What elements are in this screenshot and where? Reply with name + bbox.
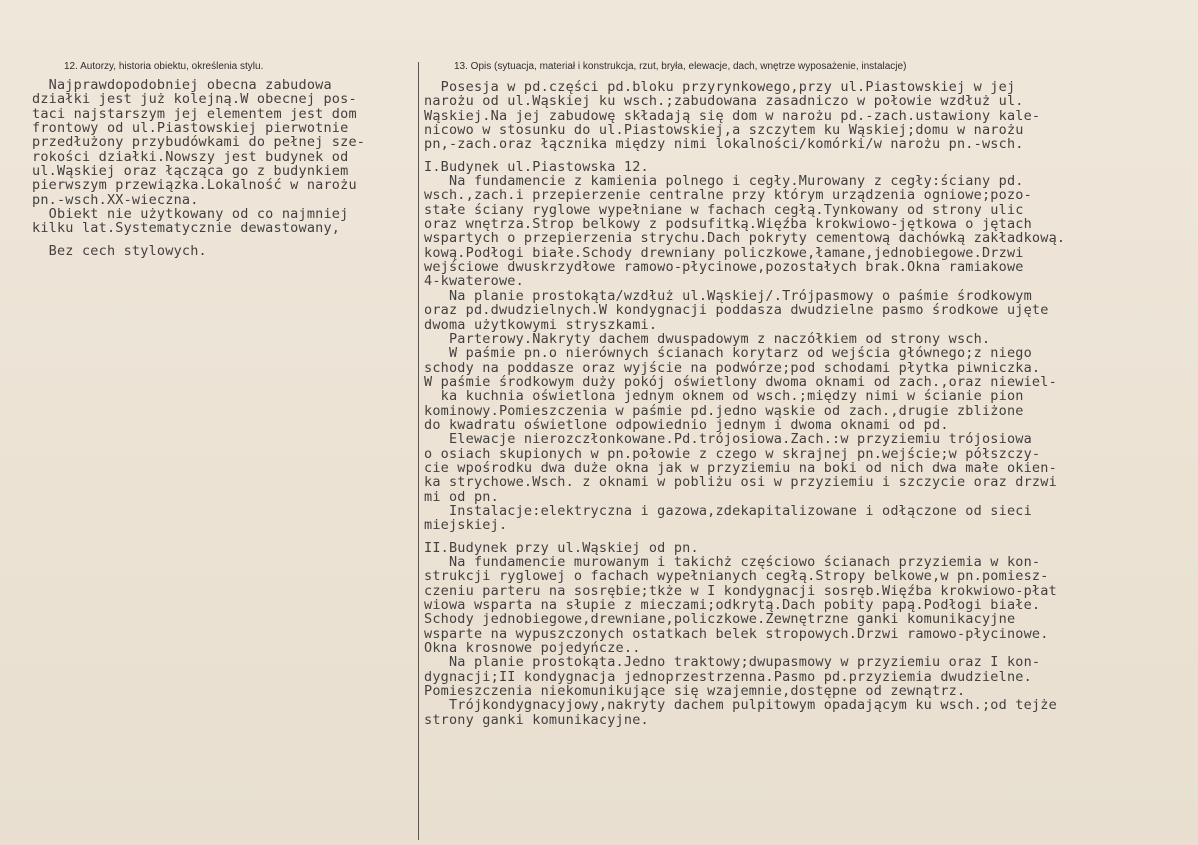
text-line: przedłużony przybudówkami do pełnej sze- bbox=[32, 134, 366, 151]
text-line: Schody jednobiegowe,drewniane,policzkowe.Zewnętrzne ganki komunikacyjne bbox=[424, 611, 1016, 628]
text-line: strukcji ryglowej o fachach wypełnianych cegłą.Stropy belkowe,w pn.pomiesz- bbox=[424, 568, 1049, 585]
text-line: schody na poddasze oraz wyjście na podwórze;pod schodami płytka piwniczka. bbox=[424, 359, 1041, 376]
text-line: o osiach skupionych w pn.połowie z czego w skrajnej pn.wejście;w półszczy- bbox=[424, 445, 1041, 462]
text-line: Bez cech stylowych. bbox=[32, 242, 207, 259]
history-text bbox=[32, 78, 412, 258]
text-line: kową.Podłogi białe.Schody drewniany policzkowe,łamane,jednobiegowe.Drzwi bbox=[424, 244, 1024, 261]
text-line: Na fundamencie murowanym i takichż częściowo ścianach przyziemia w kon- bbox=[424, 554, 1041, 570]
text-line: Najprawdopodobniej obecna zabudowa bbox=[32, 77, 332, 93]
text-line: do kwadratu oświetlone odpowiednio jednym i dwoma oknami od pd. bbox=[424, 416, 949, 433]
text-line: ul.Wąskiej oraz łącząca go z budynkiem bbox=[32, 163, 349, 180]
text-line: dygnacji;II kondygnacja jednoprzestrzenna.Pasmo pd.przyziemia dwudzielne. bbox=[424, 668, 1032, 685]
text-line: oraz wnętrza.Strop belkowy z podsufitką.Więźba krokwiowo-jętkowa o jętach bbox=[424, 216, 1032, 233]
text-line: Posesja w pd.części pd.bloku przyrynkowego,przy ul.Piastowskiej w jej bbox=[424, 79, 1016, 95]
text-line: ka kuchnia oświetlona jednym oknem od wsch.;między nimi w ścianie pion bbox=[424, 388, 1024, 405]
text-line: rokości działki.Nowszy jest budynek od bbox=[32, 148, 349, 165]
text-line: pn,-zach.oraz łącznika między nimi lokalności/komórki/w narożu pn.-wsch. bbox=[424, 136, 1024, 153]
text-line: Na planie prostokąta.Jedno traktowy;dwupasmowy w przyziemiu oraz I kon- bbox=[424, 654, 1041, 671]
text-line: kominowy.Pomieszczenia w paśmie pd.jedno wąskie od zach.,drugie zbliżone bbox=[424, 402, 1024, 419]
text-line: wiowa wsparta na słupie z mieczami;odkrytą.Dach pobity papą.Podłogi białe. bbox=[424, 597, 1041, 614]
text-line: oraz pd.dwudzielnych.W kondygnacji poddasza dwudzielne pasmo środkowe ujęte bbox=[424, 302, 1049, 319]
section-13-heading: 13. Opis (sytuacja, materiał i konstrukcja, rzut, bryła, elewacje, dach, wnętrze wyposażenie, instalacje) bbox=[454, 61, 907, 72]
text-line: nicowo w stosunku do ul.Piastowskiej,a szczytem ku Wąskiej;domu w narożu bbox=[424, 122, 1024, 139]
text-line: 4-kwaterowe. bbox=[424, 273, 524, 290]
text-line: kilku lat.Systematycznie dewastowany, bbox=[32, 220, 341, 237]
text-line: strony ganki komunikacyjne. bbox=[424, 711, 649, 728]
text-line: wspartych o przepierzenia strychu.Dach pokryty cementową dachówką zakładkową. bbox=[424, 230, 1066, 247]
text-line: Obiekt nie użytkowany od co najmniej bbox=[32, 206, 349, 223]
text-line: cie wpośrodku dwa duże okna jak w przyziemiu na boki od nich dwa małe okien- bbox=[424, 459, 1057, 476]
text-line: W paśmie pn.o nierównych ścianach korytarz od wejścia głównego;z niego bbox=[424, 345, 1032, 362]
text-line: Instalacje:elektryczna i gazowa,zdekapitalizowane i odłączone od sieci bbox=[424, 502, 1032, 519]
text-line: Wąskiej.Na jej zabudowę składają się dom w narożu pd.-zach.ustawiony kale- bbox=[424, 107, 1041, 124]
section-12-heading: 12. Autorzy, historia obiektu, określenia stylu. bbox=[64, 61, 264, 72]
text-line: II.Budynek przy ul.Wąskiej od pn. bbox=[424, 539, 699, 556]
text-line: miejskiej. bbox=[424, 517, 508, 534]
text-line: mi od pn. bbox=[424, 488, 499, 505]
text-line: narożu od ul.Wąskiej ku wsch.;zabudowana zasadniczo w połowie wzdłuż ul. bbox=[424, 93, 1024, 110]
text-line: dwoma użytkowymi stryszkami. bbox=[424, 316, 658, 333]
text-line: Okna krosnowe pojedyńcze.. bbox=[424, 640, 641, 657]
text-line: W paśmie środkowym duży pokój oświetlony dwoma oknami od zach.,oraz niewiel- bbox=[424, 373, 1057, 390]
text-line: wejściowe dwuskrzydłowe ramowo-płycinowe,pozostałych brak.Okna ramiakowe bbox=[424, 259, 1024, 276]
text-line: pierwszym przewiązka.Lokalność w narożu bbox=[32, 177, 357, 194]
column-divider bbox=[418, 62, 419, 840]
text-line: wsch.,zach.i przepierzenie centralne przy którym urządzenia ogniowe;pozo- bbox=[424, 187, 1032, 204]
text-line: Parterowy.Nakryty dachem dwuspadowym z naczółkiem od strony wsch. bbox=[424, 330, 991, 347]
text-line: pn.-wsch.XX-wieczna. bbox=[32, 191, 199, 208]
description-text bbox=[424, 80, 1194, 727]
text-line: stałe ściany ryglowe wypełniane w fachach cegłą.Tynkowany od strony ulic bbox=[424, 201, 1024, 218]
text-line: taci najstarszym jej elementem jest dom bbox=[32, 105, 357, 122]
text-line: Trójkondygnacyjowy,nakryty dachem pulpitowym opadającym ku wsch.;od tejże bbox=[424, 697, 1057, 714]
text-line: czeniu parteru na sosrębie;tkże w I kondygnacji sosręb.Więźba krokwiowo-płat bbox=[424, 582, 1057, 599]
text-line: Na planie prostokąta/wzdłuż ul.Wąskiej/.Trójpasmowy o paśmie środkowym bbox=[424, 287, 1032, 304]
text-line: ka strychowe.Wsch. z oknami w pobliżu osi w przyziemiu i szczycie oraz drzwi bbox=[424, 474, 1057, 491]
text-line: frontowy od ul.Piastowskiej pierwotnie bbox=[32, 120, 349, 137]
text-line: działki jest już kolejną.W obecnej pos- bbox=[32, 91, 357, 108]
text-line: I.Budynek ul.Piastowska 12. bbox=[424, 158, 649, 175]
text-line: wsparte na wypuszczonych ostatkach belek stropowych.Drzwi ramowo-płycinowe. bbox=[424, 625, 1049, 642]
text-line: Elewacje nierozczłonkowane.Pd.trójosiowa.Zach.:w przyziemiu trójosiowa bbox=[424, 431, 1032, 448]
text-line: Na fundamencie z kamienia polnego i cegły.Murowany z cegły:ściany pd. bbox=[424, 173, 1024, 190]
text-line: Pomieszczenia niekomunikujące się wzajemnie,dostępne od zewnątrz. bbox=[424, 683, 966, 700]
